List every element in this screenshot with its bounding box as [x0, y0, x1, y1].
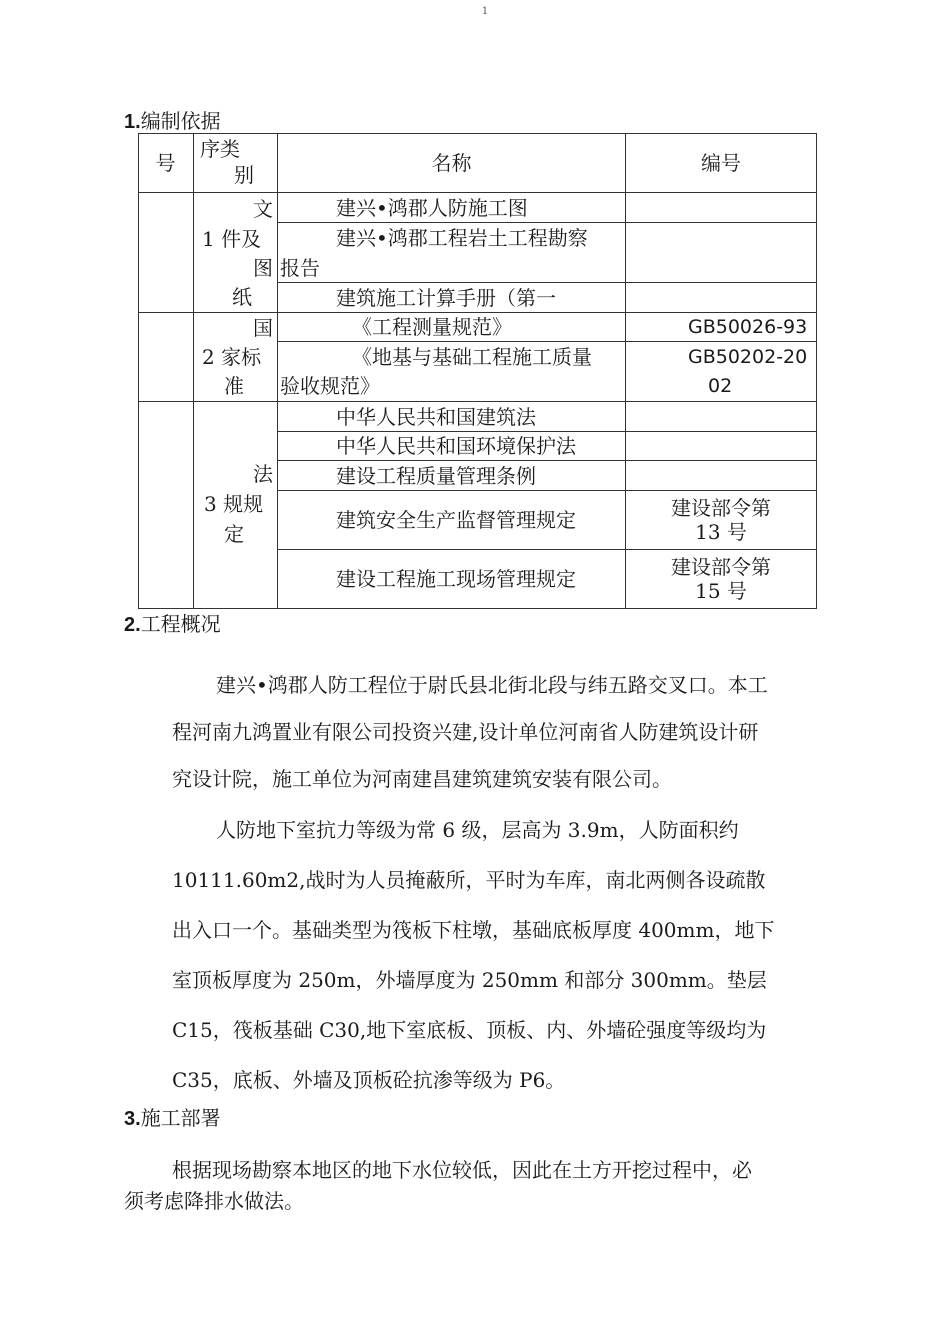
name-text: 建设工程施工现场管理规定 [336, 567, 576, 591]
text-line: 须考虑降排水做法。 [124, 1189, 304, 1213]
name-text: 中华人民共和国环境保护法 [336, 434, 576, 458]
category-cell [194, 313, 278, 402]
category-cell [194, 402, 278, 609]
name-text: 《地基与基础工程施工质量 [352, 345, 592, 369]
code-cell [626, 491, 817, 550]
code-cell [626, 550, 817, 609]
category-text [204, 490, 263, 518]
code-text: GB50026-93 [688, 316, 808, 338]
text-line: 10111.60m2,战时为人员掩蔽所，平时为车库，南北两侧各设疏散 [172, 868, 766, 892]
code-cell [626, 223, 817, 283]
name-text: 建筑施工计算手册（第一 [336, 285, 556, 310]
text-line: 程河南九鸿置业有限公司投资兴建,设计单位河南省人防建筑设计研 [172, 720, 759, 744]
text-line: 人防地下室抗力等级为常 6 级，层高为 3.9m，人防面积约 [216, 818, 739, 842]
text-line: C15，筏板基础 C30,地下室底板、顶板、内、外墙砼强度等级均为 [172, 1018, 767, 1042]
code-text: 15 号 [695, 579, 747, 603]
seq-cell [138, 313, 194, 402]
name-text: 建筑安全生产监督管理规定 [336, 508, 576, 532]
name-cell [278, 491, 626, 550]
name-cell [278, 432, 626, 461]
category-text: 文 [253, 197, 273, 221]
name-cell [278, 313, 626, 342]
name-text: 验收规范》 [280, 374, 380, 398]
text-line: 室顶板厚度为 250m，外墙厚度为 250mm 和部分 300mm。垫层 [172, 968, 767, 992]
header-cell-category [194, 133, 278, 193]
code-text: 02 [708, 375, 733, 397]
name-text: 建兴•鸿郡人防施工图 [336, 195, 528, 220]
section-heading-2 [124, 612, 221, 637]
name-text: 报告 [280, 256, 320, 280]
seq-number: 2 [202, 345, 215, 369]
category-text: 定 [224, 522, 244, 546]
name-text: 《工程测量规范》 [352, 315, 512, 339]
seq-number: 1 [202, 227, 215, 251]
header-cell-code [626, 133, 817, 193]
name-cell [278, 223, 626, 283]
category-text: 纸 [232, 285, 252, 309]
text-line: C35，底板、外墙及顶板砼抗渗等级为 P6。 [172, 1068, 566, 1092]
name-cell [278, 193, 626, 223]
name-cell [278, 461, 626, 491]
section-number: 3. [124, 1108, 141, 1130]
code-cell [626, 342, 817, 402]
section-heading-1 [124, 109, 221, 134]
category-text [202, 343, 261, 371]
name-cell [278, 283, 626, 313]
text-line: 根据现场勘察本地区的地下水位较低，因此在土方开挖过程中，必 [172, 1158, 752, 1182]
seq-number: 3 [204, 492, 217, 516]
name-cell [278, 402, 626, 432]
seq-cell [138, 402, 194, 609]
code-cell [626, 432, 817, 461]
text-line: 出入口一个。基础类型为筏板下柱墩，基础底板厚度 400mm，地下 [172, 918, 775, 942]
text-line: 建兴•鸿郡人防工程位于尉氏县北街北段与纬五路交叉口。本工 [216, 673, 768, 697]
code-cell [626, 461, 817, 491]
header-text: 号 [155, 150, 176, 175]
page-number: 1 [481, 6, 489, 17]
category-text: 国 [253, 316, 273, 340]
name-text: 建设工程质量管理条例 [336, 463, 536, 488]
code-text: 建设部令第 [671, 555, 771, 579]
code-text: 13 号 [695, 520, 747, 544]
code-text: 建设部令第 [671, 496, 771, 520]
seq-cell [138, 193, 194, 313]
header-text: 别 [234, 163, 254, 187]
code-cell [626, 283, 817, 313]
section-title: 施工部署 [140, 1106, 221, 1130]
section-heading-3 [124, 1106, 221, 1131]
category-text: 家标 [221, 345, 262, 369]
header-text: 编号 [701, 150, 741, 175]
section-title: 工程概况 [140, 612, 221, 636]
reference-table [138, 133, 817, 609]
code-cell [626, 313, 817, 342]
section-title: 编制依据 [140, 109, 221, 133]
category-text: 准 [224, 374, 244, 398]
name-text: 中华人民共和国建筑法 [336, 404, 536, 429]
category-cell [194, 193, 278, 313]
name-cell [278, 550, 626, 609]
text-line: 究设计院，施工单位为河南建昌建筑建筑安装有限公司。 [172, 767, 672, 791]
name-text: 建兴•鸿郡工程岩土工程勘察 [336, 226, 588, 250]
header-cell-name [278, 133, 626, 193]
code-text: GB50202-20 [688, 346, 808, 368]
category-text: 规规 [223, 492, 264, 516]
header-text: 序类 [200, 137, 240, 161]
category-text: 件及 [221, 227, 262, 251]
category-text [202, 225, 261, 253]
header-cell-no [138, 133, 194, 193]
code-cell [626, 402, 817, 432]
category-text: 法 [253, 462, 273, 486]
section-number: 2. [124, 614, 141, 636]
code-cell [626, 193, 817, 223]
name-cell [278, 342, 626, 402]
category-text: 图 [253, 256, 273, 280]
header-text: 名称 [431, 150, 472, 175]
section-number: 1. [124, 111, 141, 133]
